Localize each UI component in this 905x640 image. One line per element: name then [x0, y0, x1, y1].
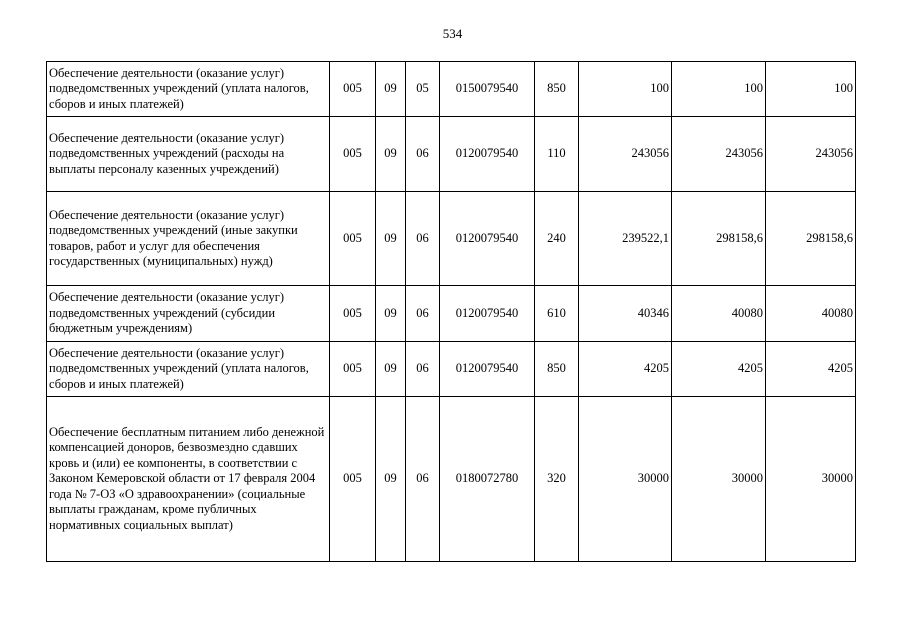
ministry-code: 005: [330, 342, 376, 397]
section-code: 09: [376, 342, 406, 397]
table-row: [47, 192, 856, 286]
section-code: 09: [376, 192, 406, 286]
amount-year-1: 4205: [579, 342, 672, 397]
section-code: 09: [376, 62, 406, 117]
amount-year-3: 40080: [766, 286, 856, 342]
target-code: 0120079540: [440, 192, 535, 286]
row-description: Обеспечение деятельности (оказание услуг) подведомственных учреждений (иные закупки товаров, работ и услуг для обеспечения государственных (муниципальных) нужд): [47, 192, 330, 286]
subsection-code: 06: [406, 192, 440, 286]
amount-year-3: 4205: [766, 342, 856, 397]
amount-year-2: 298158,6: [672, 192, 766, 286]
target-code: 0150079540: [440, 62, 535, 117]
row-description: Обеспечение бесплатным питанием либо денежной компенсацией доноров, безвозмездно сдавших кровь и (или) ее компоненты, в соответствии с Законом Кемеровской области от 17 февраля 2004 года № 7-ОЗ «О здравоохранении» (социальные выплаты гражданам, кроме публичных нормативных социальных выплат): [47, 397, 330, 562]
amount-year-2: 30000: [672, 397, 766, 562]
expense-type-code: 320: [535, 397, 579, 562]
expense-type-code: 850: [535, 342, 579, 397]
table-row: [47, 62, 856, 117]
ministry-code: 005: [330, 62, 376, 117]
row-description: Обеспечение деятельности (оказание услуг) подведомственных учреждений (уплата налогов, сборов и иных платежей): [47, 342, 330, 397]
subsection-code: 06: [406, 397, 440, 562]
expense-type-code: 110: [535, 117, 579, 192]
table-row: [47, 397, 856, 562]
target-code: 0180072780: [440, 397, 535, 562]
subsection-code: 06: [406, 117, 440, 192]
amount-year-2: 243056: [672, 117, 766, 192]
amount-year-1: 40346: [579, 286, 672, 342]
table-row: [47, 286, 856, 342]
page-number: 534: [442, 26, 463, 41]
expense-type-code: 850: [535, 62, 579, 117]
subsection-code: 05: [406, 62, 440, 117]
amount-year-1: 243056: [579, 117, 672, 192]
amount-year-3: 298158,6: [766, 192, 856, 286]
subsection-code: 06: [406, 342, 440, 397]
amount-year-2: 4205: [672, 342, 766, 397]
target-code: 0120079540: [440, 117, 535, 192]
amount-year-1: 239522,1: [579, 192, 672, 286]
expense-type-code: 240: [535, 192, 579, 286]
amount-year-3: 100: [766, 62, 856, 117]
row-description: Обеспечение деятельности (оказание услуг) подведомственных учреждений (уплата налогов, сборов и иных платежей): [47, 62, 330, 117]
amount-year-3: 30000: [766, 397, 856, 562]
ministry-code: 005: [330, 192, 376, 286]
section-code: 09: [376, 397, 406, 562]
expense-type-code: 610: [535, 286, 579, 342]
table-row: [47, 342, 856, 397]
ministry-code: 005: [330, 397, 376, 562]
ministry-code: 005: [330, 286, 376, 342]
amount-year-1: 30000: [579, 397, 672, 562]
ministry-code: 005: [330, 117, 376, 192]
section-code: 09: [376, 286, 406, 342]
amount-year-1: 100: [579, 62, 672, 117]
section-code: 09: [376, 117, 406, 192]
target-code: 0120079540: [440, 286, 535, 342]
row-description: Обеспечение деятельности (оказание услуг) подведомственных учреждений (расходы на выплаты персоналу казенных учреждений): [47, 117, 330, 192]
row-description: Обеспечение деятельности (оказание услуг) подведомственных учреждений (субсидии бюджетным учреждениям): [47, 286, 330, 342]
amount-year-3: 243056: [766, 117, 856, 192]
budget-table: [46, 61, 856, 562]
amount-year-2: 100: [672, 62, 766, 117]
subsection-code: 06: [406, 286, 440, 342]
amount-year-2: 40080: [672, 286, 766, 342]
target-code: 0120079540: [440, 342, 535, 397]
table-row: [47, 117, 856, 192]
